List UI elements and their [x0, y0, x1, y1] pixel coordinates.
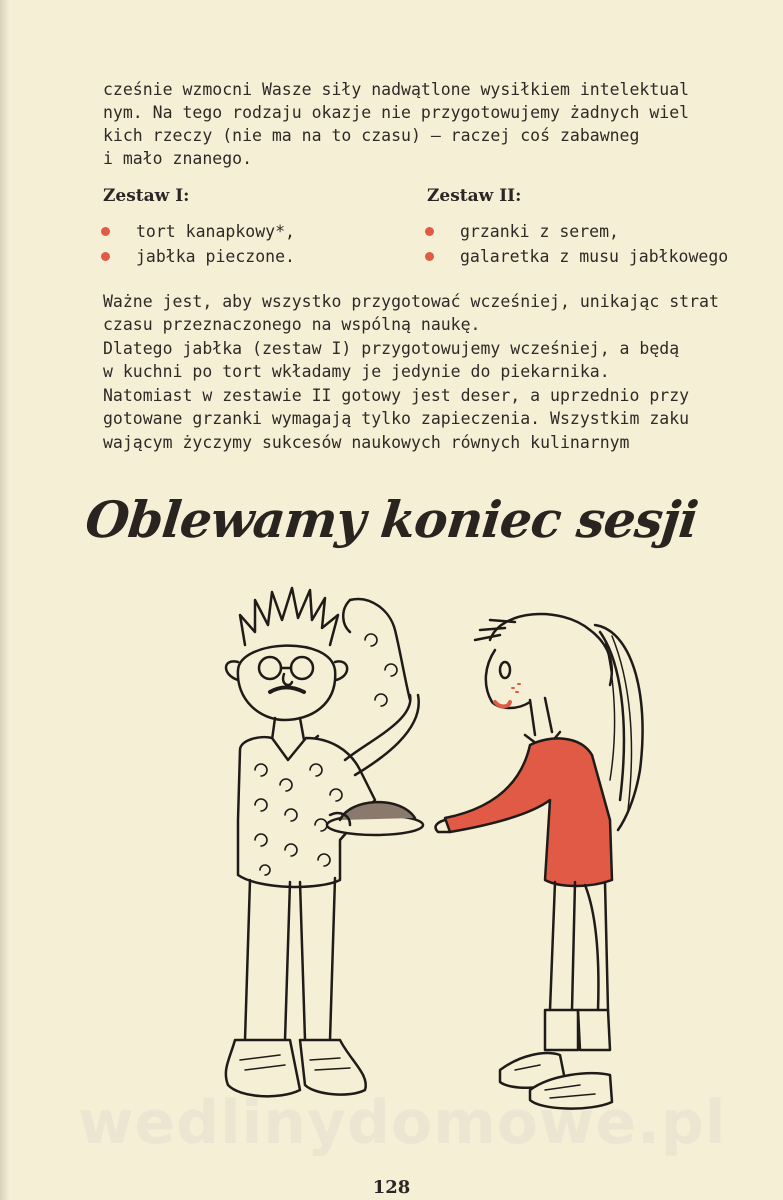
body-line: gotowane grzanki wymagają tylko zapieczenia. Wszystkim zaku [103, 409, 690, 428]
section-heading: Oblewamy koniec sesji [82, 490, 701, 549]
set-2-title: Zestaw II: [427, 186, 522, 206]
bullet-icon [425, 227, 434, 236]
list-item: grzanki z serem, [425, 219, 728, 244]
intro-line: cześnie wzmocni Wasze siły nadwątlone wysiłkiem intelektual [103, 80, 690, 99]
intro-line: kich rzeczy (nie ma na to czasu) — raczej coś zabawneg [103, 126, 640, 145]
page-number: 128 [372, 1177, 411, 1198]
body-line: w kuchni po tort wkładamy je jedynie do piekarnika. [103, 362, 610, 381]
intro-line: nym. Na tego rodzaju okazje nie przygotowujemy żadnych wiel [103, 103, 690, 122]
body-line: wającym życzymy sukcesów naukowych równych kulinarnym [103, 433, 630, 452]
boy-figure [226, 588, 423, 1096]
illustration-students [200, 570, 680, 1160]
bullet-icon [101, 227, 110, 236]
list-item: galaretka z musu jabłkowego [425, 244, 728, 269]
set-1-list [101, 219, 295, 269]
list-item: jabłka pieczone. [101, 244, 295, 269]
page-edge [0, 0, 10, 1200]
set-2-list [425, 219, 728, 269]
bullet-icon [425, 252, 434, 261]
body-line: Natomiast w zestawie II gotowy jest deser, a uprzednio przy [103, 386, 690, 405]
body-line: Ważne jest, aby wszystko przygotować wcześniej, unikając strat [103, 292, 719, 311]
body-line: Dlatego jabłka (zestaw I) przygotowujemy wcześniej, a będą [103, 339, 680, 358]
girl-figure [436, 614, 643, 1109]
body-line: czasu przeznaczonego na wspólną naukę. [103, 315, 481, 334]
list-item: tort kanapkowy*, [101, 219, 295, 244]
intro-line: i mało znanego. [103, 149, 253, 168]
set-1-title: Zestaw I: [103, 186, 190, 206]
bullet-icon [101, 252, 110, 261]
watermark: wedlinydomowe.pl [78, 1088, 727, 1158]
